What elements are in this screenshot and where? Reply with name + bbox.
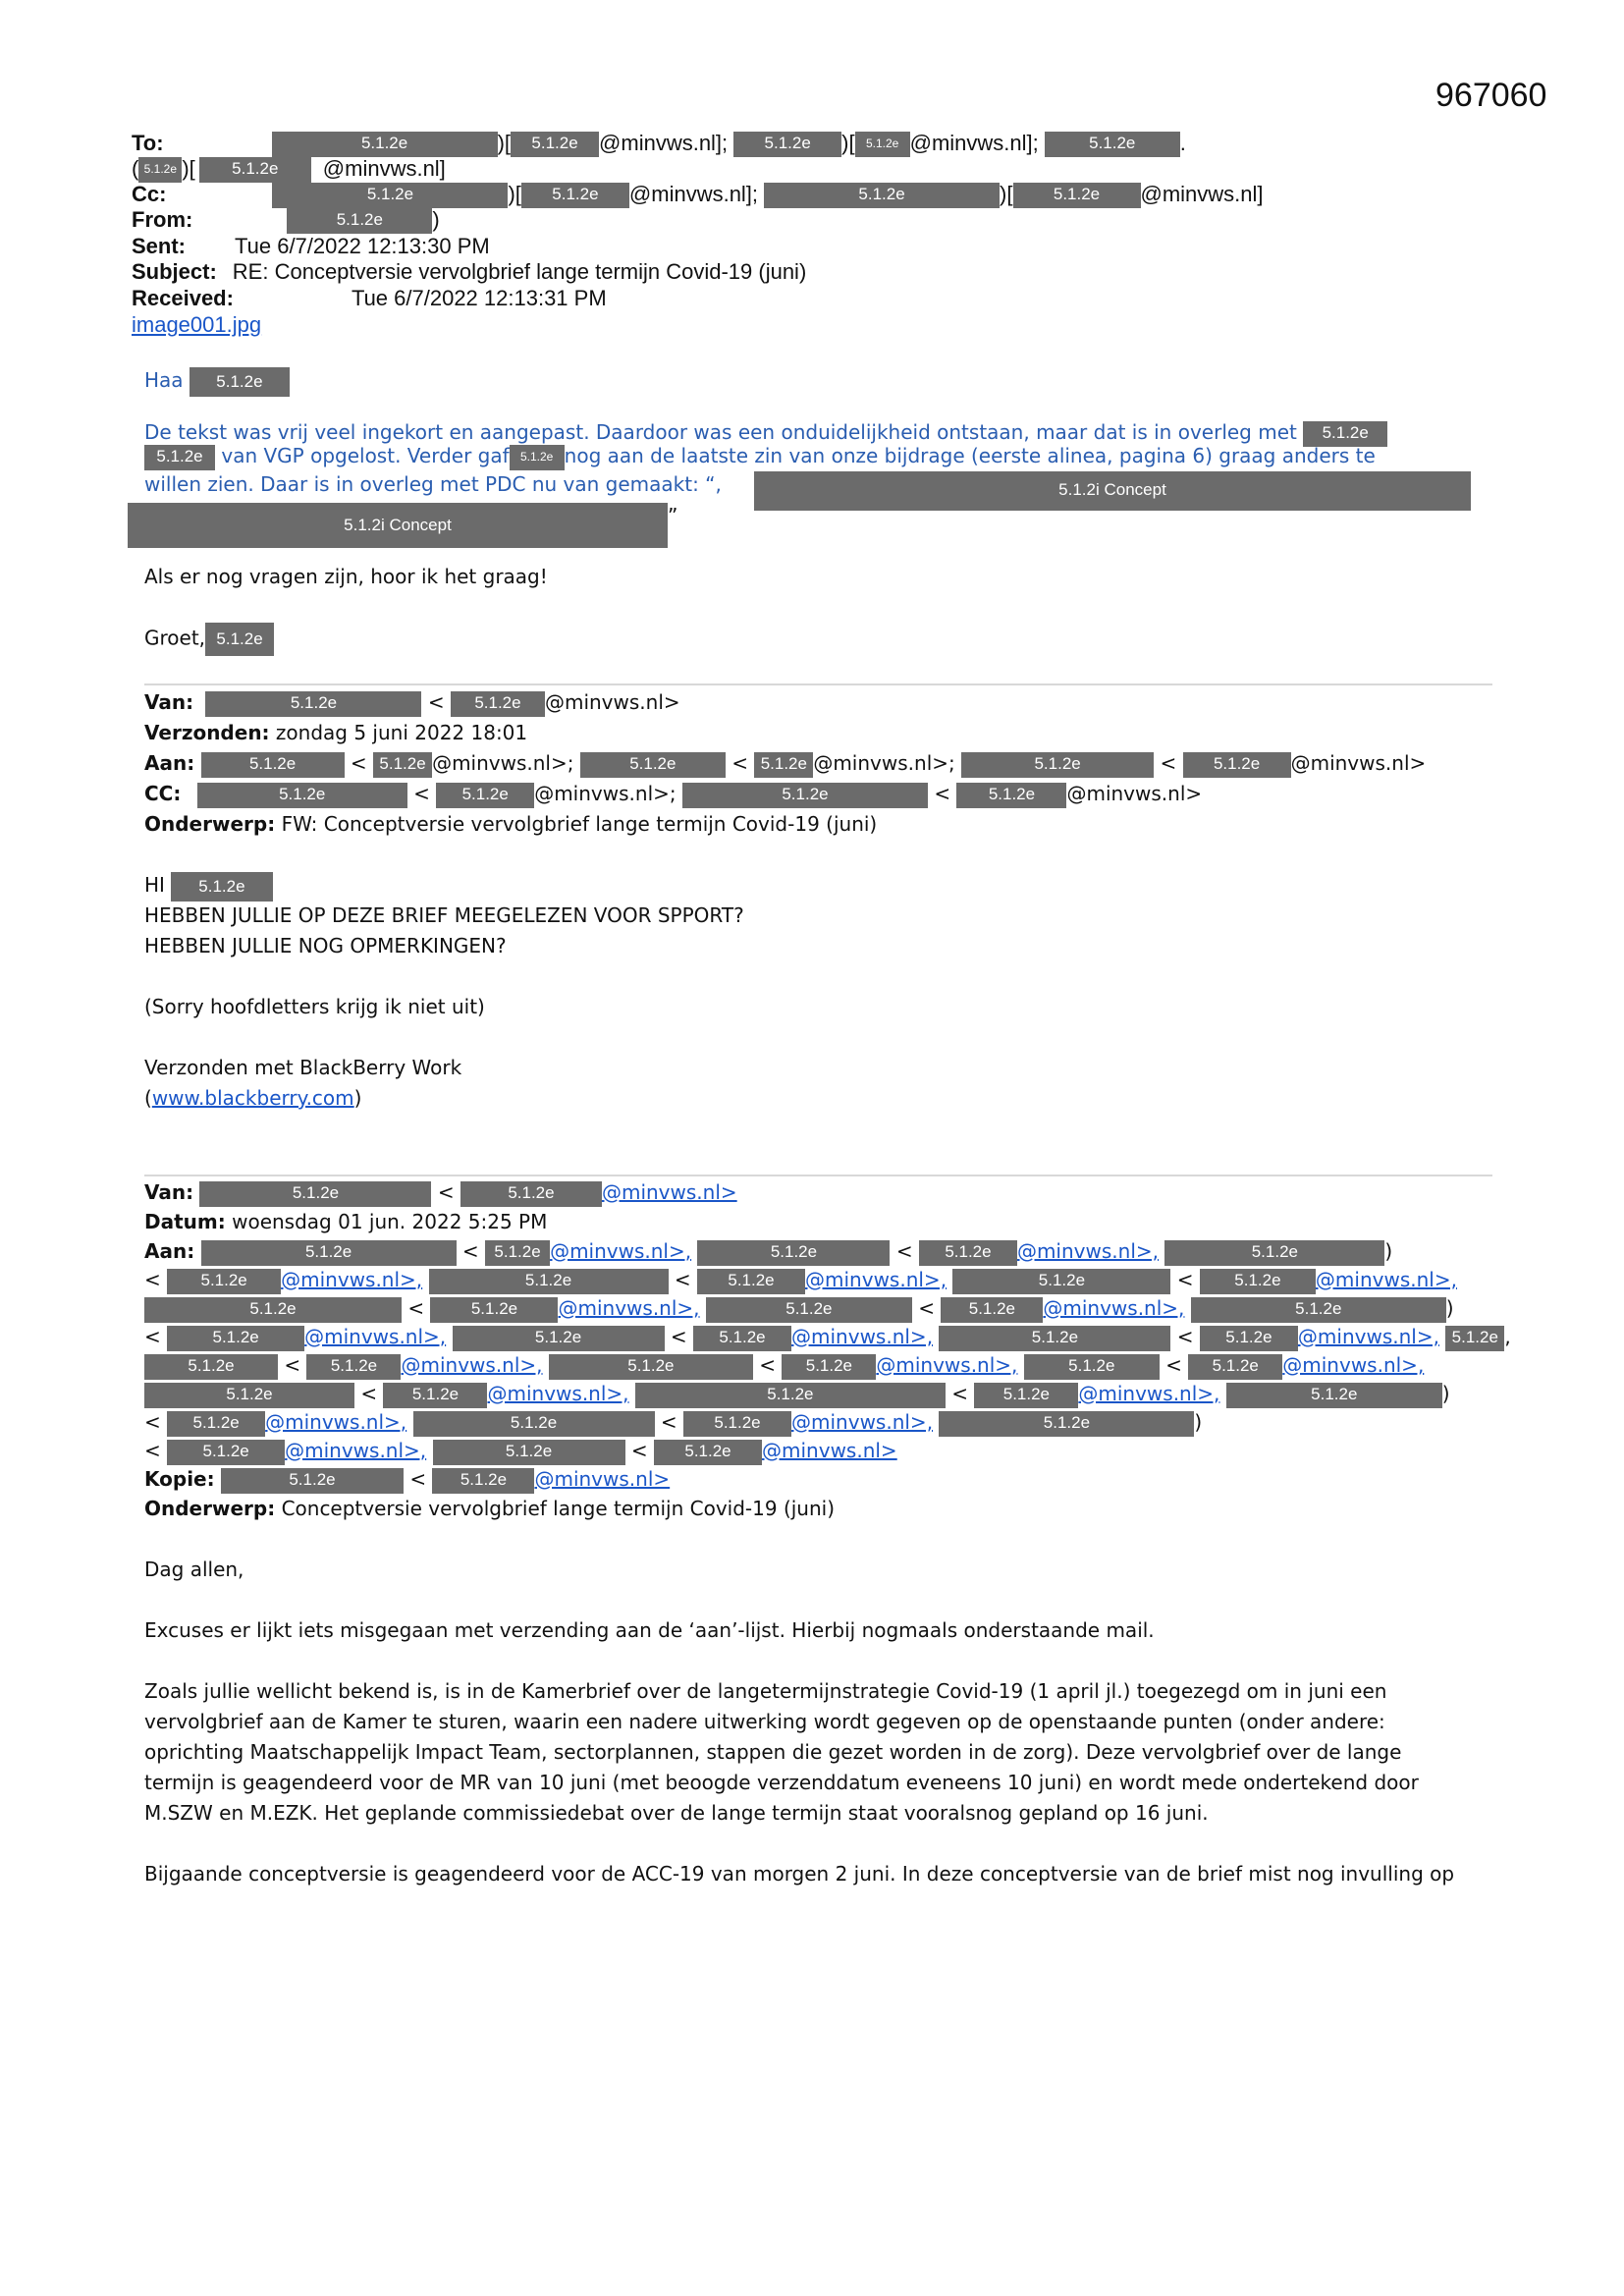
redaction: 5.1.2e <box>167 1326 304 1351</box>
divider <box>144 683 1492 685</box>
redaction: 5.1.2e <box>961 752 1154 778</box>
redaction: 5.1.2e <box>974 1383 1078 1408</box>
redaction: 5.1.2e <box>941 1297 1043 1323</box>
from-label: From: <box>132 207 193 232</box>
email-address[interactable]: @minvws.nl>, <box>304 1325 447 1348</box>
email2-onderwerp-row <box>144 809 877 839</box>
email3-p2-line1: Zoals jullie wellicht bekend is, is in de Kamerbrief over de langetermijnstrategie Covid-19 (1 april jl.) toegezegd om in juni een <box>144 1679 1387 1703</box>
redaction-block-concept: 5.1.2i Concept <box>754 471 1471 511</box>
redaction: 5.1.2e <box>453 1326 665 1351</box>
redaction: 5.1.2e <box>919 1240 1017 1266</box>
email3-aan-row4: < 5.1.2e @minvws.nl>, 5.1.2e < 5.1.2e @minvws.nl>, 5.1.2e < 5.1.2e @minvws.nl>, 5.1.2e , <box>144 1322 1511 1351</box>
email1-subject-row <box>132 259 806 285</box>
email-address: @minvws.nl> <box>1066 782 1203 805</box>
email-domain: @minvws.nl]; <box>909 131 1039 155</box>
redaction: 5.1.2e <box>939 1411 1194 1437</box>
email-address[interactable]: @minvws.nl>, <box>791 1325 934 1348</box>
redaction: 5.1.2e <box>199 1181 431 1207</box>
email-address[interactable]: @minvws.nl>, <box>487 1382 629 1405</box>
email3-aan-row5: 5.1.2e < 5.1.2e @minvws.nl>, 5.1.2e < 5.1.2e @minvws.nl>, 5.1.2e < 5.1.2e @minvws.nl>, <box>144 1350 1424 1380</box>
redaction: 5.1.2e <box>138 157 182 183</box>
onderwerp-label: Onderwerp: <box>144 1497 276 1520</box>
email-address[interactable]: @minvws.nl>, <box>876 1353 1018 1377</box>
onderwerp-label: Onderwerp: <box>144 812 276 836</box>
redaction: 5.1.2e <box>460 1181 602 1207</box>
closing-text: Groet, <box>144 626 206 650</box>
email-domain: @minvws.nl] <box>1140 182 1264 206</box>
email3-p2-line3: oprichting Maatschappelijk Impact Team, sectorplannen, stappen die gezet worden in de zorg). Deze vervolgbrief over de lange <box>144 1740 1402 1764</box>
redaction: 5.1.2e <box>306 1354 401 1380</box>
redaction: 5.1.2e <box>144 1383 354 1408</box>
email3-aan-row1: Aan: 5.1.2e < 5.1.2e @minvws.nl>, 5.1.2e < 5.1.2e @minvws.nl>, 5.1.2e ) <box>144 1236 1392 1266</box>
email1-para-line3 <box>144 469 722 499</box>
email-address[interactable]: @minvws.nl>, <box>265 1410 407 1434</box>
email3-aan-row7: < 5.1.2e @minvws.nl>, 5.1.2e < 5.1.2e @minvws.nl>, 5.1.2e ) <box>144 1407 1202 1437</box>
email2-sig-link-row: (www.blackberry.com) <box>144 1086 362 1110</box>
redaction: 5.1.2e <box>1226 1383 1442 1408</box>
email-address[interactable]: @minvws.nl> <box>762 1439 897 1462</box>
redaction-block-concept: 5.1.2i Concept <box>128 503 668 548</box>
email1-to-row2: ( 5.1.2e )[ 5.1.2e @minvws.nl] <box>132 156 446 183</box>
redaction: 5.1.2e <box>635 1383 946 1408</box>
email-domain: @minvws.nl] <box>322 156 446 181</box>
email-address: @minvws.nl> <box>544 690 680 714</box>
email2-aan-row: Aan: 5.1.2e < 5.1.2e @minvws.nl>; 5.1.2e < 5.1.2e @minvws.nl>; 5.1.2e < 5.1.2e @minvws.nl> <box>144 748 1426 778</box>
email-address: @minvws.nl> <box>1290 751 1427 775</box>
redaction: 5.1.2e <box>952 1269 1170 1294</box>
redaction: 5.1.2e <box>1303 421 1387 447</box>
email-address: @minvws.nl>; <box>432 751 574 775</box>
kopie-label: Kopie: <box>144 1467 215 1491</box>
blackberry-link[interactable]: www.blackberry.com <box>151 1086 354 1110</box>
redaction: 5.1.2e <box>199 157 311 183</box>
redaction: 5.1.2e <box>580 752 726 778</box>
email1-questions: Als er nog vragen zijn, hoor ik het graag! <box>144 565 548 588</box>
email3-datum-row <box>144 1207 547 1236</box>
datum-label: Datum: <box>144 1210 226 1233</box>
verzonden-label: Verzonden: <box>144 721 270 744</box>
attachment-link[interactable]: image001.jpg <box>132 312 262 337</box>
redaction: 5.1.2e <box>1183 752 1291 778</box>
datum-value: woensdag 01 jun. 2022 5:25 PM <box>232 1210 548 1233</box>
aan-label: Aan: <box>144 1239 195 1263</box>
sent-value: Tue 6/7/2022 12:13:30 PM <box>235 234 490 258</box>
redaction: 5.1.2e <box>1013 183 1141 208</box>
redaction: 5.1.2e <box>167 1269 281 1294</box>
redaction: 5.1.2e <box>682 783 928 808</box>
email3-van-row: Van: 5.1.2e < 5.1.2e @minvws.nl> <box>144 1177 737 1207</box>
redaction: 5.1.2e <box>693 1326 791 1351</box>
email2-line2: HEBBEN JULLIE NOG OPMERKINGEN? <box>144 934 507 957</box>
redaction: 5.1.2e <box>167 1440 285 1465</box>
email-address[interactable]: @minvws.nl>, <box>285 1439 427 1462</box>
email2-greeting <box>144 870 273 902</box>
redaction: 5.1.2e <box>697 1269 805 1294</box>
redaction: 5.1.2e <box>272 132 498 157</box>
redaction: 5.1.2e <box>782 1354 876 1380</box>
redaction: 5.1.2e <box>429 1269 669 1294</box>
email2-cc-row: CC: 5.1.2e < 5.1.2e @minvws.nl>; 5.1.2e < 5.1.2e @minvws.nl> <box>144 779 1202 808</box>
para-text: willen zien. Daar is in overleg met PDC nu van gemaakt: “, <box>144 472 722 496</box>
email-address[interactable]: @minvws.nl>, <box>1016 1239 1159 1263</box>
redaction: 5.1.2e <box>1445 1326 1504 1351</box>
redaction: 5.1.2e <box>485 1240 550 1266</box>
redaction: 5.1.2e <box>855 132 910 157</box>
verzonden-value: zondag 5 juni 2022 18:01 <box>275 721 528 744</box>
sent-label: Sent: <box>132 234 186 258</box>
quote-end: ” <box>668 504 678 527</box>
email1-from-row: From: 5.1.2e ) <box>132 207 440 234</box>
email3-p2-line4: termijn is geagendeerd voor de MR van 10 juni (met beoogde verzenddatum eveneens 10 juni) en wordt mede ondertekend door <box>144 1771 1419 1794</box>
email-address[interactable]: @minvws.nl>, <box>558 1296 700 1320</box>
redaction: 5.1.2e <box>1188 1354 1282 1380</box>
redaction: 5.1.2e <box>373 752 432 778</box>
redaction: 5.1.2e <box>383 1383 487 1408</box>
para-text: De tekst was vrij veel ingekort en aangepast. Daardoor was een onduidelijkheid ontstaan, maar dat is in overleg met <box>144 420 1297 444</box>
redaction: 5.1.2e <box>272 183 508 208</box>
email1-to-row: To: 5.1.2e )[ 5.1.2e @minvws.nl]; 5.1.2e )[ 5.1.2e @minvws.nl]; 5.1.2e . <box>132 131 1186 157</box>
email3-aan-row2: < 5.1.2e @minvws.nl>, 5.1.2e < 5.1.2e @minvws.nl>, 5.1.2e < 5.1.2e @minvws.nl>, <box>144 1265 1457 1294</box>
email3-salutation: Dag allen, <box>144 1558 244 1581</box>
email-address[interactable]: @minvws.nl> <box>534 1467 671 1491</box>
redaction: 5.1.2e <box>1200 1269 1316 1294</box>
greeting-text: Haa <box>144 368 184 392</box>
email-address[interactable]: @minvws.nl> <box>601 1180 737 1204</box>
redaction: 5.1.2e <box>144 1354 278 1380</box>
email-address[interactable]: @minvws.nl>, <box>805 1268 947 1291</box>
redaction: 5.1.2e <box>197 783 407 808</box>
redaction: 5.1.2e <box>939 1326 1170 1351</box>
email-address[interactable]: @minvws.nl>, <box>1315 1268 1457 1291</box>
aan-label: Aan: <box>144 751 195 775</box>
subject-label: Subject: <box>132 259 217 284</box>
redaction: 5.1.2e <box>683 1411 791 1437</box>
email3-aan-row6: 5.1.2e < 5.1.2e @minvws.nl>, 5.1.2e < 5.1.2e @minvws.nl>, 5.1.2e ) <box>144 1379 1450 1408</box>
redaction: 5.1.2e <box>697 1240 890 1266</box>
email-address: @minvws.nl>; <box>534 782 677 805</box>
redaction: 5.1.2e <box>430 1297 558 1323</box>
email-address[interactable]: @minvws.nl>, <box>1282 1353 1425 1377</box>
subject-value: RE: Conceptversie vervolgbrief lange termijn Covid-19 (juni) <box>232 259 807 284</box>
redaction: 5.1.2e <box>733 132 841 157</box>
redaction: 5.1.2e <box>144 1297 402 1323</box>
redaction: 5.1.2e <box>654 1440 762 1465</box>
redaction: 5.1.2e <box>432 1468 534 1494</box>
redaction: 5.1.2e <box>189 367 290 397</box>
attachment-row <box>132 312 261 338</box>
email-address[interactable]: @minvws.nl>, <box>791 1410 934 1434</box>
divider <box>144 1175 1492 1176</box>
email1-sent-row <box>132 234 490 259</box>
received-label: Received: <box>132 286 234 310</box>
redaction: 5.1.2e <box>1200 1326 1298 1351</box>
received-value: Tue 6/7/2022 12:13:31 PM <box>351 286 607 310</box>
onderwerp-value: FW: Conceptversie vervolgbrief lange termijn Covid-19 (juni) <box>281 812 878 836</box>
email2-line3: (Sorry hoofdletters krijg ik niet uit) <box>144 995 485 1018</box>
email3-p2-line2: vervolgbrief aan de Kamer te sturen, waarin een nadere uitwerking wordt gegeven op de openstaande punten (onder andere: <box>144 1710 1385 1733</box>
email2-van-row: Van: 5.1.2e < 5.1.2e @minvws.nl> <box>144 687 680 717</box>
redaction: 5.1.2e <box>510 445 565 470</box>
email-address[interactable]: @minvws.nl>, <box>1078 1382 1220 1405</box>
redaction: 5.1.2e <box>171 872 273 902</box>
email-address[interactable]: @minvws.nl>, <box>1043 1296 1185 1320</box>
email2-signature: Verzonden met BlackBerry Work <box>144 1056 462 1079</box>
van-label: Van: <box>144 690 194 714</box>
cc-label: Cc: <box>132 182 167 206</box>
email1-cc-row: Cc: 5.1.2e )[ 5.1.2e @minvws.nl]; 5.1.2e )[ 5.1.2e @minvws.nl] <box>132 182 1264 208</box>
redaction: 5.1.2e <box>764 183 1000 208</box>
email2-line1: HEBBEN JULLIE OP DEZE BRIEF MEEGELEZEN VOOR SPPORT? <box>144 903 744 927</box>
redaction: 5.1.2e <box>144 445 215 470</box>
redaction: 5.1.2e <box>201 752 345 778</box>
email3-kopie-row: Kopie: 5.1.2e < 5.1.2e @minvws.nl> <box>144 1464 670 1494</box>
redaction: 5.1.2e <box>433 1440 625 1465</box>
redaction: 5.1.2e <box>287 208 432 234</box>
email3-aan-row3: 5.1.2e < 5.1.2e @minvws.nl>, 5.1.2e < 5.1.2e @minvws.nl>, 5.1.2e ) <box>144 1293 1454 1323</box>
email3-p3: Bijgaande conceptversie is geagendeerd voor de ACC-19 van morgen 2 juni. In deze conceptversie van de brief mist nog invulling op <box>144 1862 1455 1886</box>
redaction: 5.1.2e <box>167 1411 265 1437</box>
redaction: 5.1.2e <box>413 1411 655 1437</box>
redaction: 5.1.2e <box>1045 132 1180 157</box>
email1-greeting <box>144 365 290 397</box>
redaction: 5.1.2e <box>201 1240 457 1266</box>
document-number: 967060 <box>1435 77 1547 114</box>
email-domain: @minvws.nl]; <box>628 182 759 206</box>
email1-received-row <box>132 286 607 311</box>
email-address[interactable]: @minvws.nl>, <box>401 1353 543 1377</box>
email-address: @minvws.nl>; <box>813 751 955 775</box>
email1-para-line2 <box>144 441 1376 470</box>
email-address[interactable]: @minvws.nl>, <box>1297 1325 1439 1348</box>
greeting-text: HI <box>144 873 165 897</box>
to-label: To: <box>132 131 164 155</box>
email-address[interactable]: @minvws.nl>, <box>281 1268 423 1291</box>
redaction: 5.1.2e <box>1024 1354 1160 1380</box>
redaction: 5.1.2e <box>511 132 599 157</box>
redaction: 5.1.2e <box>451 691 545 717</box>
email3-aan-row8: < 5.1.2e @minvws.nl>, 5.1.2e < 5.1.2e @minvws.nl> <box>144 1436 897 1465</box>
cc-label: CC: <box>144 782 182 805</box>
redaction: 5.1.2e <box>436 783 534 808</box>
onderwerp-value: Conceptversie vervolgbrief lange termijn Covid-19 (juni) <box>281 1497 836 1520</box>
redaction: 5.1.2e <box>549 1354 753 1380</box>
email3-p2-line5: M.SZW en M.EZK. Het geplande commissiedebat over de lange termijn staat vooralsnog gepland op 16 juni. <box>144 1801 1209 1825</box>
redaction: 5.1.2e <box>1191 1297 1446 1323</box>
redaction: 5.1.2e <box>205 623 274 656</box>
redaction: 5.1.2e <box>1164 1240 1384 1266</box>
redaction: 5.1.2e <box>706 1297 912 1323</box>
para-text: van VGP opgelost. Verder gaf <box>221 444 510 467</box>
redaction: 5.1.2e <box>754 752 813 778</box>
redaction: 5.1.2e <box>956 783 1066 808</box>
redaction: 5.1.2e <box>221 1468 404 1494</box>
van-label: Van: <box>144 1180 194 1204</box>
redaction: 5.1.2e <box>205 691 421 717</box>
email-domain: @minvws.nl]; <box>599 131 729 155</box>
email3-p1: Excuses er lijkt iets misgegaan met verzending aan de ‘aan’-lijst. Hierbij nogmaals onderstaande mail. <box>144 1618 1155 1642</box>
redaction: 5.1.2e <box>521 183 629 208</box>
email-address[interactable]: @minvws.nl>, <box>550 1239 692 1263</box>
email3-onderwerp-row <box>144 1494 835 1523</box>
email1-closing <box>144 623 274 656</box>
para-text: nog aan de laatste zin van onze bijdrage (eerste alinea, pagina 6) graag anders te <box>564 444 1376 467</box>
email2-verzonden-row <box>144 718 527 747</box>
